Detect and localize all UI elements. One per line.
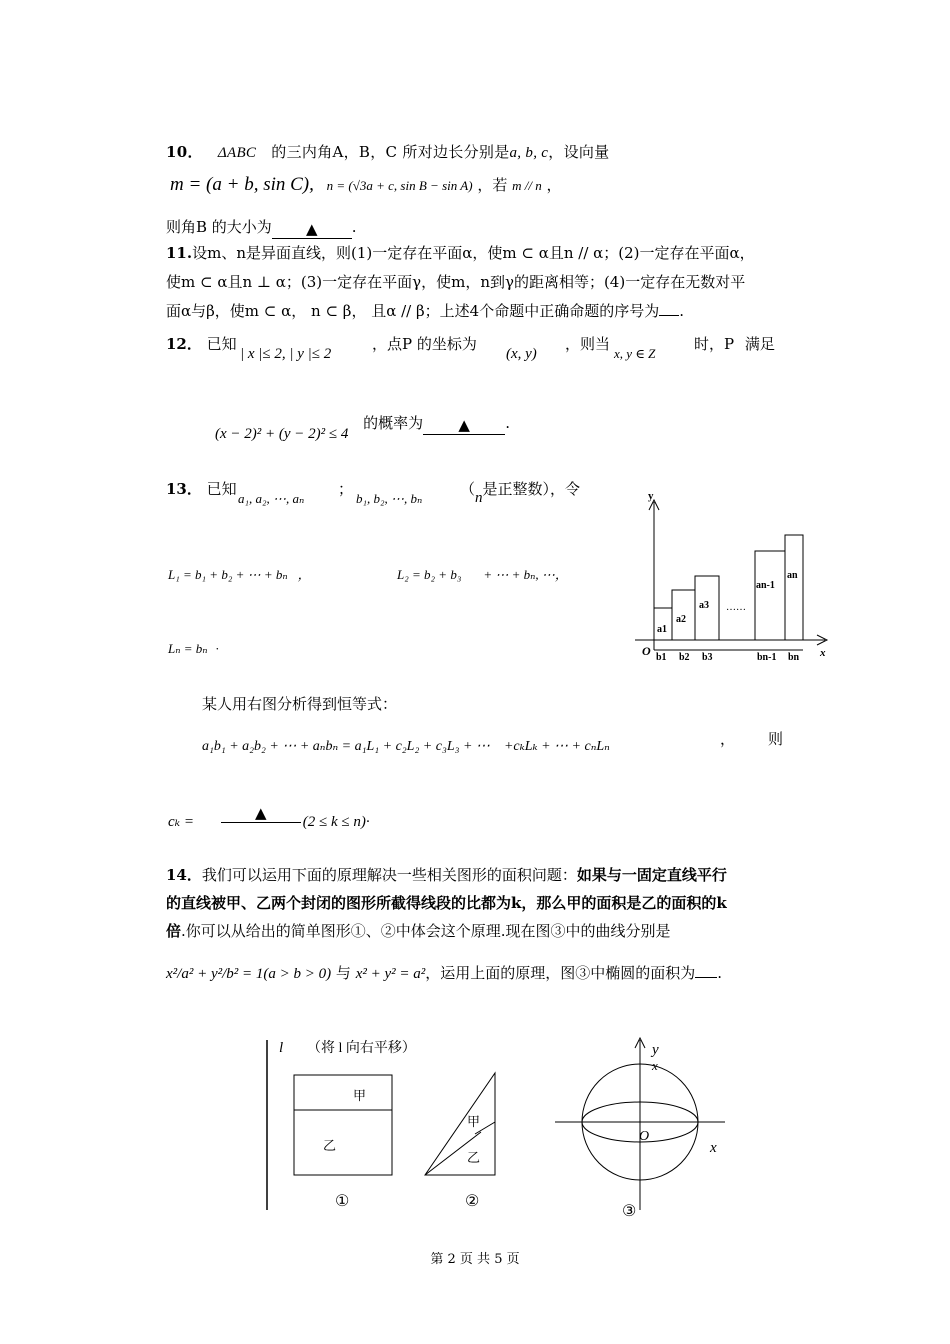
q14-fig2-jia: 甲 bbox=[467, 1114, 481, 1129]
q13-range: (2 ≤ k ≤ n)· bbox=[302, 814, 370, 830]
q12-number: 12 bbox=[166, 335, 187, 353]
q14-eq1: x²/a² + y²/b² = 1(a > b > 0) bbox=[166, 966, 332, 982]
q14-figures bbox=[255, 1030, 755, 1220]
q14-fig3-x: x bbox=[710, 1140, 717, 1156]
q10-cond-post: ， bbox=[546, 176, 562, 194]
q13-Ln: Lₙ = bₙ · bbox=[168, 641, 219, 656]
q13-analysis: 某人用右图分析得到恒等式： bbox=[202, 695, 398, 713]
q14-fig-l: l bbox=[279, 1040, 284, 1056]
q14-line4: x²/a² + y²/b² = 1(a > b > 0) 与 x² + y² = a²，运用上面的原理，图③中椭圆的面积为 . bbox=[166, 964, 723, 982]
q12-ineq: (x − 2)² + (y − 2)² ≤ 4 bbox=[215, 426, 349, 442]
q14-line3: 倍.你可以从给出的简单图形①、②中体会这个原理.现在图③中的曲线分别是 bbox=[166, 922, 671, 940]
q12-tail: 时，P 满足 bbox=[694, 335, 775, 353]
q12-prob: 的概率为 bbox=[363, 414, 424, 432]
q10-cond-pre: ，若 bbox=[477, 176, 508, 194]
q13-ck-line bbox=[168, 804, 370, 831]
q13-identity: a₁b₁ + a₂b₂ + ⋯ + aₙbₙ = a₁L₁ + c₂L₂ + c₃L₃ + ⋯ +cₖLₖ + ⋯ + cₙLₙ bbox=[202, 739, 610, 754]
q13-fig-an1: an-1 bbox=[756, 580, 775, 591]
q13-fig-bn1: bn-1 bbox=[757, 652, 777, 663]
q11-text2: 使m ⊂ α且n ⊥ α；(3)一定存在平面γ，使m，n到γ的距离相等；(4)一定存在无数对平 bbox=[166, 273, 746, 291]
q10-triangle: ΔABC bbox=[217, 145, 257, 161]
q13-ck: cₖ = bbox=[168, 814, 195, 830]
q13-figure bbox=[625, 490, 835, 665]
q12-when: ，则当 bbox=[565, 335, 611, 353]
q12-line1: 12． 已知 bbox=[166, 335, 237, 353]
q13-L1: L₁ = b₁ + b₂ + ⋯ + bₙ ， bbox=[168, 567, 311, 582]
q13-blank: ▲ bbox=[221, 804, 301, 823]
q13-fig-dots: …… bbox=[726, 602, 746, 613]
q12-blank: ▲ bbox=[423, 416, 505, 435]
q13-fig-b3: b3 bbox=[702, 652, 713, 663]
q14-line2: 的直线被甲、乙两个封闭的图形所截得线段的比都为k，那么甲的面积是乙的面积的k bbox=[166, 894, 727, 912]
q13-intro: 已知 bbox=[206, 480, 237, 498]
q11-line3: 面α与β，使m ⊂ α， n ⊂ β， 且α // β；上述4个命题中正确命题的序号为 . bbox=[166, 302, 685, 320]
q10-line2 bbox=[170, 174, 562, 196]
q14-fig-note: （将 l 向右平移） bbox=[307, 1041, 416, 1056]
q13-fig-y: y bbox=[648, 490, 654, 502]
q13-fig-bn: bn bbox=[788, 652, 800, 663]
q13-fig-an: an bbox=[787, 570, 798, 581]
q10-vec-n: n = (√3a + c, sin B − sin A) bbox=[326, 178, 473, 193]
q13-L2: L₂ = b₂ + b₃ + ⋯ + bₙ, ⋯， bbox=[397, 567, 568, 582]
q10-cond: m // n bbox=[512, 178, 542, 193]
q11-line2 bbox=[166, 271, 745, 292]
q10-vec-m: m = (a + b, sin C), bbox=[170, 174, 314, 195]
q10-vars: a, b, c bbox=[509, 145, 549, 161]
q13-sep: ； bbox=[338, 480, 354, 498]
q11-text1: 设m、n是异面直线，则(1)一定存在平面α，使m ⊂ α且n // α；(2)一定存在平面α， bbox=[192, 244, 755, 262]
q13-seq-b: b₁, b₂, ⋯, bₙ bbox=[356, 491, 423, 506]
q12-intro: 已知 bbox=[206, 335, 237, 353]
q12-mid: ，点P 的坐标为 bbox=[372, 335, 477, 353]
q14-number: 14 bbox=[166, 866, 187, 884]
q14-line1: 14．我们可以运用下面的原理解决一些相关图形的面积问题：如果与一固定直线平行 bbox=[166, 866, 727, 884]
q10-text-end: ，设向量 bbox=[548, 143, 610, 161]
q12-set: x, y ∈ Z bbox=[614, 346, 656, 361]
q11-number: 11 bbox=[166, 244, 187, 262]
q13-fig-a1: a1 bbox=[657, 624, 667, 635]
q12-point: (x, y) bbox=[506, 346, 537, 362]
q13-seq-a: a₁, a₂, ⋯, aₙ bbox=[238, 491, 305, 506]
q13-number: 13 bbox=[166, 480, 187, 498]
q10-blank: ▲ bbox=[272, 220, 352, 239]
q12-line2: (x − 2)² + (y − 2)² ≤ 4 的概率为 ▲ . bbox=[215, 414, 510, 442]
q14-fig1-label: ① bbox=[335, 1193, 350, 1210]
q13-then2: 则 bbox=[768, 730, 784, 748]
q14-fig3-label: ③ bbox=[622, 1203, 637, 1220]
q14-eq2: x² + y² = a² bbox=[355, 966, 426, 982]
q14-fig3-O: O bbox=[639, 1129, 650, 1144]
q10-number: 10 bbox=[166, 143, 188, 161]
q11-text3: 面α与β，使m ⊂ α， n ⊂ β， 且α // β；上述4个命题中正确命题的序号为 bbox=[166, 302, 660, 320]
q14-fig3-x-top: x bbox=[652, 1058, 658, 1073]
q13-note: （n是正整数），令 bbox=[460, 480, 581, 506]
q11-line1: 11.设m、n是异面直线，则(1)一定存在平面α，使m ⊂ α且n // α；(2)一定存在平面α， bbox=[166, 244, 755, 262]
q13-fig-b1: b1 bbox=[656, 652, 667, 663]
page-footer: 第 2 页 共 5 页 bbox=[430, 1252, 520, 1267]
q13-fig-b2: b2 bbox=[679, 652, 690, 663]
q14-fig2-yi: 乙 bbox=[467, 1150, 481, 1165]
q13-then: ， bbox=[720, 730, 736, 748]
q10-text: 的三内角A，B，C 所对边长分别是 bbox=[271, 143, 510, 161]
q13-fig-origin: O bbox=[642, 644, 651, 658]
q10-line3: 则角B 的大小为 ▲ . bbox=[166, 218, 357, 238]
q13-line1: 13． 已知 bbox=[166, 480, 237, 498]
q10-line1: 10． ΔABC 的三内角A，B，C 所对边长分别是a, b, c，设向量 bbox=[166, 143, 610, 161]
q14-fig2-label: ② bbox=[465, 1193, 480, 1210]
q10-ask: 则角B 的大小为 bbox=[166, 218, 272, 236]
q13-fig-a3: a3 bbox=[699, 600, 709, 611]
q13-fig-a2: a2 bbox=[676, 614, 686, 625]
q14-fig3-y: y bbox=[652, 1042, 659, 1058]
q14-fig1-jia: 甲 bbox=[353, 1088, 367, 1103]
q13-fig-x: x bbox=[820, 647, 826, 659]
q12-cond: | x |≤ 2, | y |≤ 2 bbox=[240, 346, 332, 362]
q14-fig1-yi: 乙 bbox=[323, 1138, 337, 1153]
